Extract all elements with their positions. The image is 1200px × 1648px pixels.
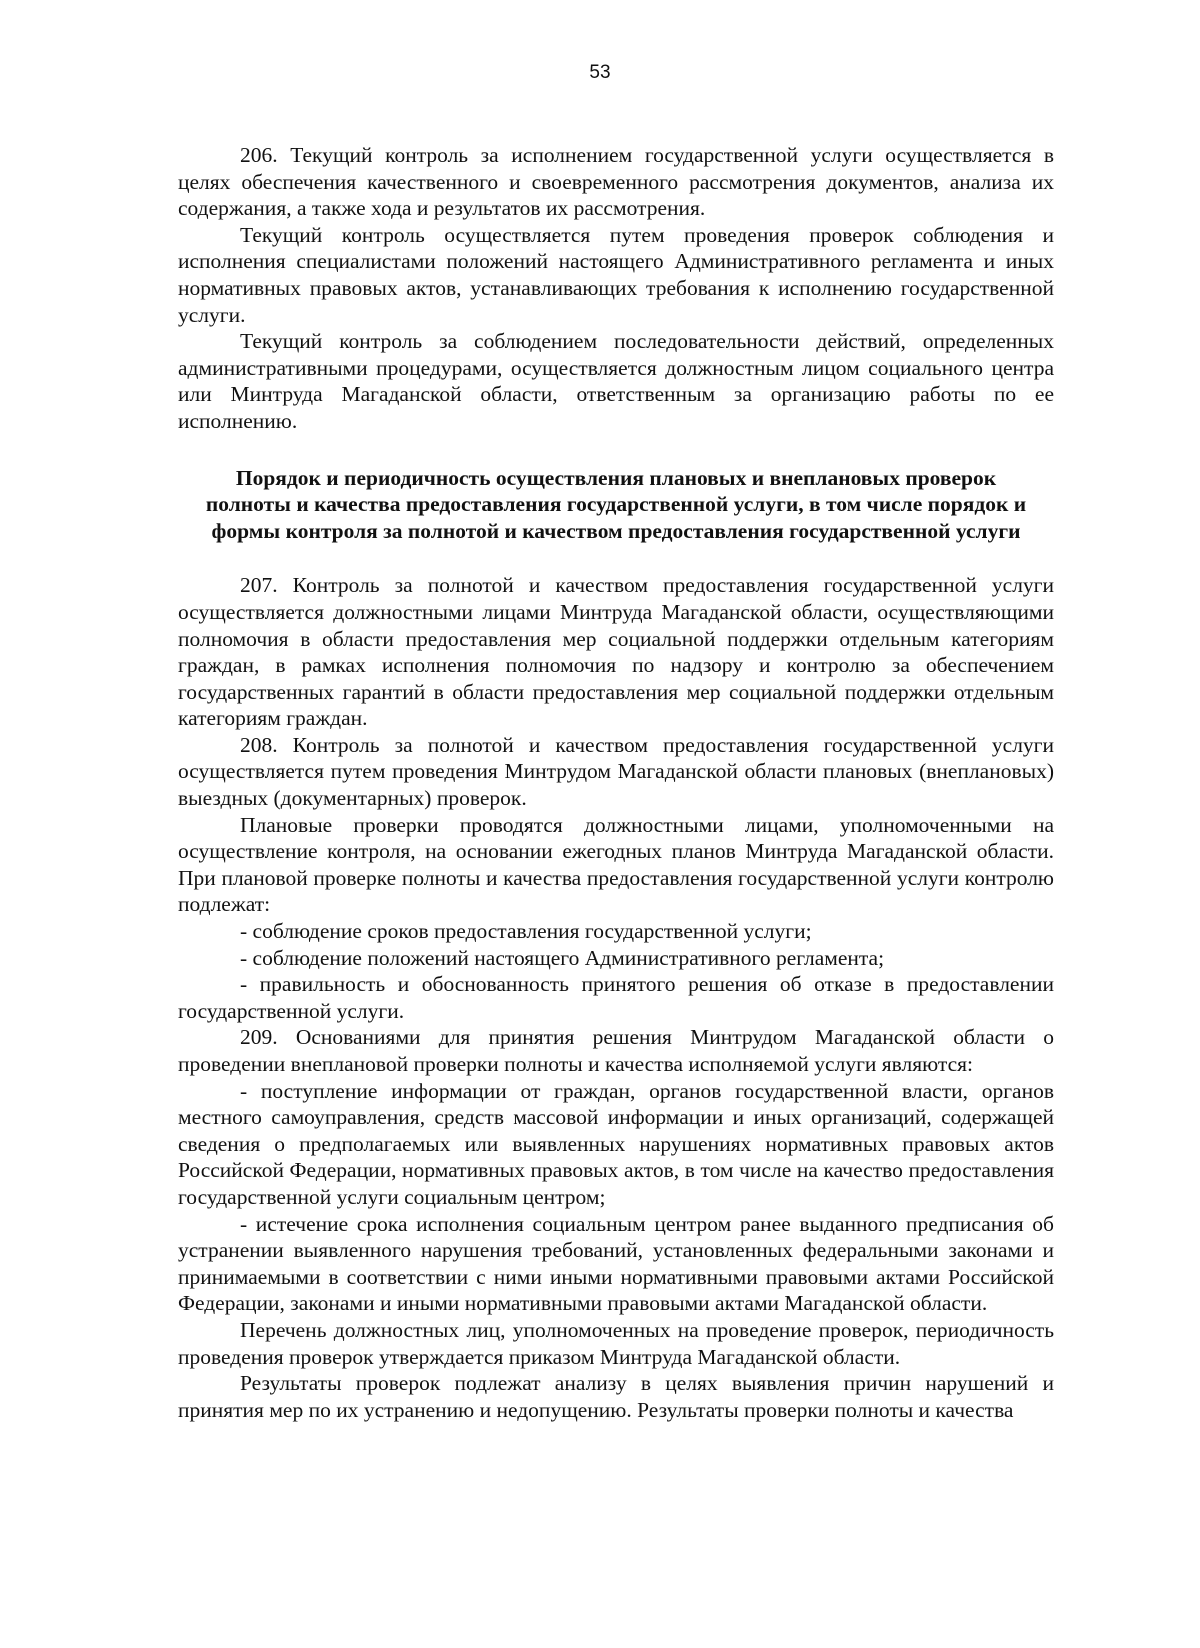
section-heading: Порядок и периодичность осуществления плановых и внеплановых проверок полноты и качества предоставления государственной услуги, в том числе порядок и формы контроля за полнотой и качеством предоставления государственной услуги <box>205 465 1027 543</box>
paragraph-208: 208. Контроль за полнотой и качеством предоставления государственной услуги осуществляется путем проведения Минтрудом Магаданской области плановых (внеплановых) выездных (документарных) проверок. <box>178 732 1054 811</box>
list-item: - соблюдение сроков предоставления государственной услуги; <box>240 919 812 944</box>
document-body <box>178 142 1054 1423</box>
paragraph-206: 206. Текущий контроль за исполнением государственной услуги осуществляется в целях обеспечения качественного и своевременного рассмотрения документов, анализа их содержания, а также хода и результатов их рассмотрения. <box>178 143 1054 221</box>
paragraph-209: 209. Основаниями для принятия решения Минтрудом Магаданской области о проведении внеплановой проверки полноты и качества исполняемой услуги являются: <box>178 1025 1054 1076</box>
paragraph-209-officials-list: Перечень должностных лиц, уполномоченных на проведение проверок, периодичность проведения проверок утверждается приказом Минтруда Магаданской области. <box>178 1317 1054 1369</box>
page-number: 53 <box>589 62 611 83</box>
list-item: - поступление информации от граждан, органов государственной власти, органов местного самоуправления, средств массовой информации и иных организаций, содержащей сведения о предполагаемых или выявленных нарушениях нормативных правовых актов Российской Федерации, нормативных правовых актов, в том числе на качество предоставления государственной услуги социальным центром; <box>178 1078 1054 1209</box>
paragraph-206-current-control: Текущий контроль осуществляется путем проведения проверок соблюдения и исполнения специалистами положений настоящего Административного регламента и иных нормативных правовых актов, устанавливающих требования к исполнению государственной услуги. <box>178 222 1054 327</box>
paragraph-208-planned-checks: Плановые проверки проводятся должностными лицами, уполномоченными на осуществление контроля, на основании ежегодных планов Минтруда Магаданской области. При плановой проверке полноты и качества предоставления государственной услуги контролю подлежат: <box>178 812 1054 917</box>
list-item: - правильность и обоснованность принятого решения об отказе в предоставлении государственной услуги. <box>178 972 1054 1023</box>
paragraph-207: 207. Контроль за полнотой и качеством предоставления государственной услуги осуществляется должностными лицами Минтруда Магаданской области, осуществляющими полномочия в области предоставления мер социальной поддержки отдельным категориям граждан, в рамках исполнения полномочия по надзору и контролю за обеспечением государственных гарантий в области предоставления мер социальной поддержки отдельным категориям граждан. <box>178 573 1054 731</box>
list-item: - истечение срока исполнения социальным центром ранее выданного предписания об устранении выявленного нарушения требований, установленных федеральными законами и принимаемыми в соответствии с ними иными нормативными правовыми актами Российской Федерации, законами и иными нормативными правовыми актами Магаданской области. <box>178 1211 1054 1316</box>
paragraph-206-sequence-control: Текущий контроль за соблюдением последовательности действий, определенных административными процедурами, осуществляется должностным лицом социального центра или Минтруда Магаданской области, ответственным за организацию работы по ее исполнению. <box>178 329 1054 433</box>
paragraph-209-results: Результаты проверок подлежат анализу в целях выявления причин нарушений и принятия мер по их устранению и недопущению. Результаты проверки полноты и качества <box>178 1371 1054 1422</box>
list-item: - соблюдение положений настоящего Административного регламента; <box>240 945 885 970</box>
